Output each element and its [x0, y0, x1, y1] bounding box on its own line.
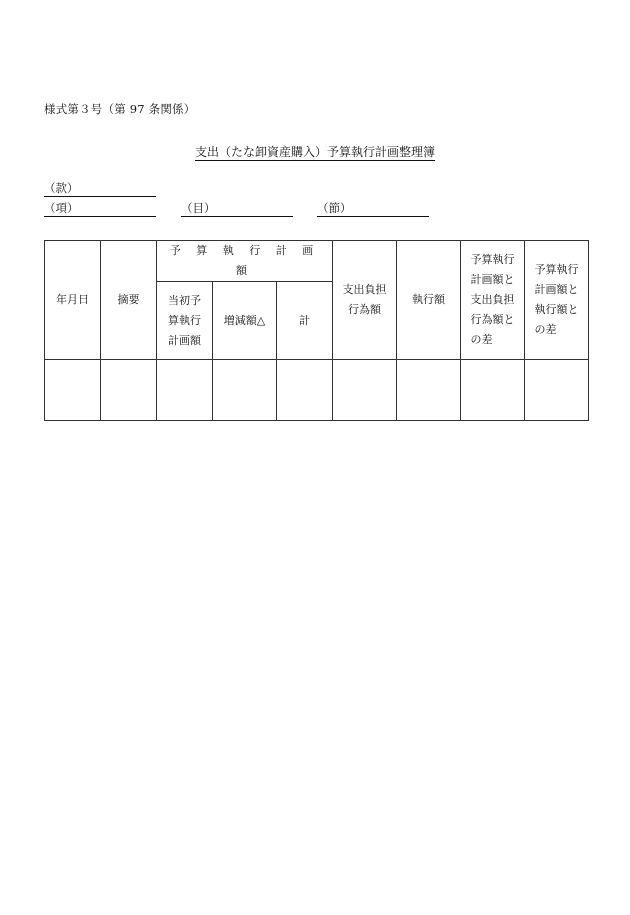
col-header-initial-line: 当初予	[168, 293, 201, 307]
col-header-initial-line: 算執行	[168, 313, 201, 327]
col-header-change: 増減額△	[213, 282, 277, 360]
field-kan: （款）	[44, 181, 156, 197]
table-cell	[101, 360, 157, 421]
col-header-initial-line: 計画額	[168, 333, 201, 347]
col-header-diff-commitment-line: の差	[470, 333, 493, 346]
table-cell	[157, 360, 213, 421]
table-cell	[525, 360, 589, 421]
document-title-text: 支出（たな卸資産購入）予算執行計画整理簿	[194, 145, 435, 159]
col-header-budget-plan: 予 算 執 行 計 画 額	[157, 241, 333, 282]
col-header-commitment	[333, 241, 397, 360]
table-row	[45, 360, 589, 421]
col-header-diff-executed-line: 執行額と	[534, 303, 579, 316]
col-header-diff-executed	[525, 241, 589, 360]
col-header-diff-commitment-line: 支出負担	[470, 293, 515, 306]
table-cell	[397, 360, 461, 421]
document-title	[0, 143, 630, 160]
col-header-commitment-line: 支出負担	[342, 283, 387, 296]
header-row-top	[45, 241, 589, 282]
col-header-total: 計	[277, 282, 333, 360]
form-number: 様式第３号（第 97 条関係）	[44, 102, 196, 116]
col-header-diff-executed-line: 予算執行	[534, 263, 579, 276]
table-cell	[461, 360, 525, 421]
col-header-diff-commitment-line: 計画額と	[470, 273, 515, 286]
table-cell	[213, 360, 277, 421]
col-header-initial	[157, 282, 213, 360]
col-header-executed: 執行額	[397, 241, 461, 360]
field-kou: （項）	[44, 201, 156, 217]
col-header-diff-executed-line: の差	[534, 323, 557, 336]
field-moku: （目）	[181, 201, 293, 217]
col-header-commitment-line: 行為額	[348, 303, 382, 316]
field-setsu: （節）	[317, 201, 429, 217]
table-cell	[45, 360, 101, 421]
col-header-diff-executed-line: 計画額と	[534, 283, 579, 296]
col-header-date: 年月日	[45, 241, 101, 360]
col-header-diff-commitment	[461, 241, 525, 360]
col-header-diff-commitment-line: 行為額と	[470, 313, 515, 326]
budget-ledger-table	[44, 240, 589, 421]
table-cell	[277, 360, 333, 421]
table-cell	[333, 360, 397, 421]
col-header-diff-commitment-line: 予算執行	[470, 253, 515, 266]
col-header-summary: 摘要	[101, 241, 157, 360]
